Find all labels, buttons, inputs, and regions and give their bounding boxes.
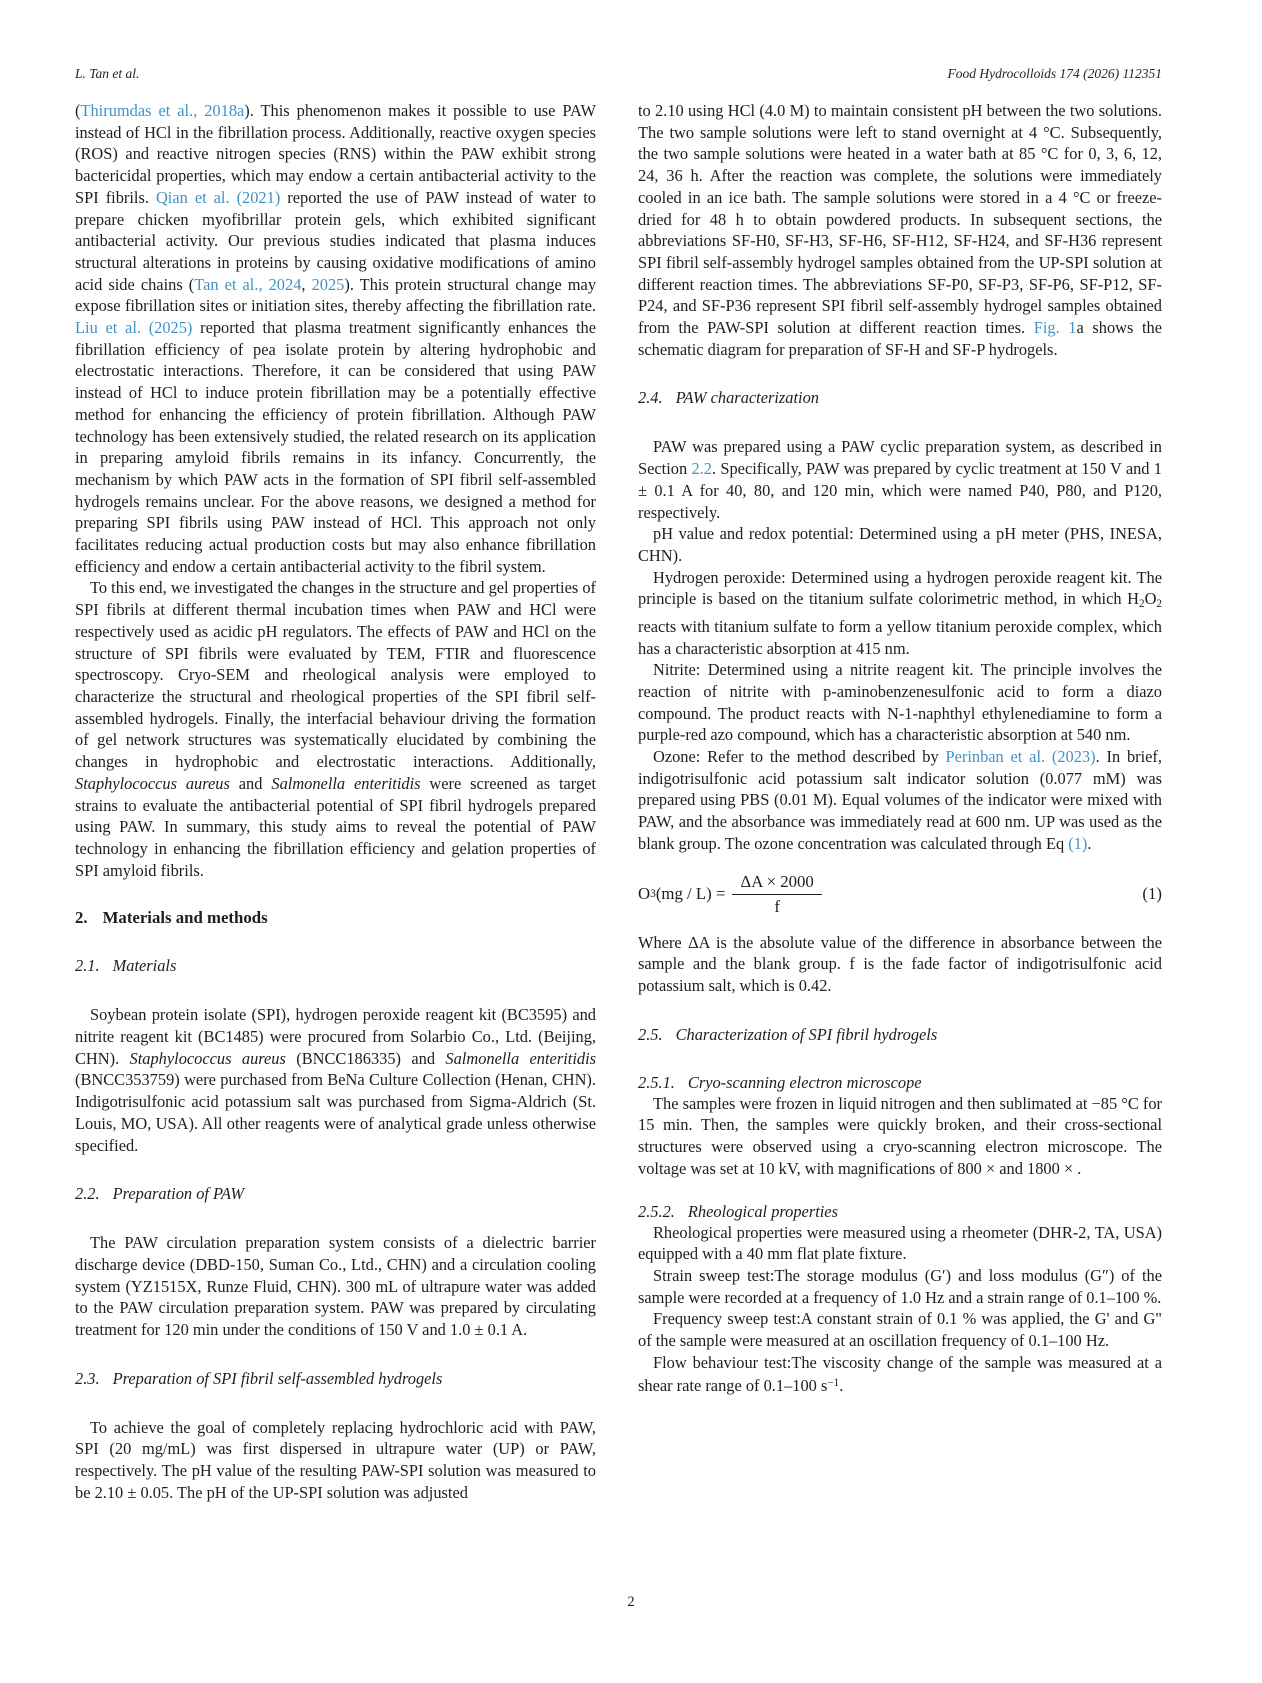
text-run: To achieve the goal of completely replacing hydrochloric acid with PAW, SPI (20 mg/mL) was first dispersed in ultrapure water (UP) or PAW, respectively. The pH value of the resulting PAW-SPI solution was measured to be 2.10 ± 0.05. The pH of the UP-SPI solution was adjusted (75, 1417, 596, 1502)
text-run: to 2.10 using HCl (4.0 M) to maintain consistent pH between the two solutions. The two sample solutions were left to stand overnight at 4 °C. Subsequently, the two sample solutions were heated in a water bath at 85 °C for 0, 3, 6, 12, 24, 36 h. After the reaction was complete, the solutions were immediately cooled in an ice bath. The sample solutions were stored in a 4 °C or freeze-dried for 48 h to obtain powdered products. In subsequent sections, the abbreviations SF-H0, SF-H3, SF-H6, SF-H12, SF-H24, and SF-H36 represent SPI fibril self-assembly hydrogel samples obtained from the UP-SPI solution at different reaction times. The abbreviations SF-P0, SF-P3, SF-P6, SF-P12, SF-P24, and SF-P36 represent SPI fibril self-assembly hydrogel samples obtained from the PAW-SPI solution at different reaction times. (638, 101, 1162, 338)
citation-link[interactable]: Perinban et al. (2023) (945, 747, 1096, 767)
heading-number: 2.3. (75, 1368, 100, 1388)
text-run: Where ΔA is the absolute value of the difference in absorbance between the sample and the blank group. f is the fade factor of indigotrisulfonic acid potassium salt, which is 0.42. (638, 932, 1162, 995)
section-heading (75, 1184, 596, 1204)
text-run: a shows the schematic diagram for preparation of SF-H and SF-P hydrogels. (638, 318, 1162, 359)
text-run: Hydrogen peroxide: Determined using a hydrogen peroxide reagent kit. The principle is based on the titanium sulfate colorimetric method, in which H (638, 567, 1162, 609)
text-run: Strain sweep test:The storage modulus (G′) and loss modulus (G″) of the sample were recorded at a frequency of 1.0 Hz and a strain range of 0.1–100 %. (638, 1265, 1162, 1307)
text-run: Soybean protein isolate (SPI), hydrogen peroxide reagent kit (BC3595) and nitrite reagent kit (BC1485) were procured from Solarbio Co., Ltd. (Beijing, CHN). (75, 1005, 596, 1068)
text-run: Flow behaviour test:The viscosity change of the sample was measured at a shear rate range of 0.1–100 s (638, 1352, 1162, 1396)
page-footer (0, 1594, 1262, 1611)
citation-link[interactable]: Tan et al., 2024 (194, 274, 302, 294)
text-run: Frequency sweep test:A constant strain of 0.1 % was applied, the G' and G" of the sample were measured at an oscillation frequency of 0.1–100 Hz. (638, 1309, 1162, 1351)
text-run: . (1087, 833, 1092, 853)
text-run: Ozone: Refer to the method described by (653, 747, 946, 767)
text-run: reacts with titanium sulfate to form a yellow titanium peroxide complex, which has a characteristic absorption at 415 nm. (638, 616, 1162, 658)
paragraph (638, 932, 1162, 997)
paragraph (638, 436, 1162, 523)
section-heading (638, 1202, 1162, 1222)
section-heading (638, 1025, 1162, 1045)
heading-number: 2.1. (75, 956, 100, 976)
section-heading (75, 956, 596, 976)
text-run: (BNCC186335) and (285, 1048, 446, 1068)
text-run: pH value and redox potential: Determined using a pH meter (PHS, INESA, CHN). (638, 524, 1162, 565)
heading-title: Rheological properties (687, 1201, 838, 1221)
heading-title: Cryo-scanning electron microscope (687, 1072, 922, 1092)
heading-number: 2. (75, 908, 88, 928)
paragraph (638, 746, 1162, 855)
text-run: . In brief, indigotrisulfonic acid potassium salt indicator solution (0.077 mM) was prepared using PBS (0.01 M). Equal volumes of the indicator were mixed with PAW, and the absorbance was immediately read at 600 nm. UP was used as the blank group. The ozone concentration was calculated through Eq (638, 747, 1162, 853)
heading-title: PAW characterization (675, 388, 819, 408)
equation (638, 872, 1162, 917)
text-run: . Specifically, PAW was prepared by cyclic treatment at 150 V and 1 ± 0.1 A for 40, 80, and 120 min, which were named P40, P80, and P120, respectively. (638, 459, 1162, 522)
citation-link[interactable]: Liu et al. (2025) (75, 318, 193, 338)
equation-lhs: (mg / L) = (655, 884, 726, 904)
text-run: Rheological properties were measured using a rheometer (DHR-2, TA, USA) equipped with a 40 mm flat plate fixture. (638, 1222, 1162, 1264)
right-column (638, 100, 1162, 1504)
heading-title: Materials and methods (102, 908, 268, 928)
text-run: Staphylococcus aureus (75, 773, 230, 793)
equation-lhs: O (638, 884, 651, 904)
text-run: O (1144, 589, 1157, 609)
text-run: were screened as target strains to evaluate the antibacterial potential of SPI fibril hydrogels prepared using PAW. In summary, this study aims to reveal the potential of PAW technology in enhancing the fibrillation efficiency and gelation properties of SPI amyloid fibrils. (75, 773, 596, 880)
paragraph (638, 1308, 1162, 1351)
text-run: , (301, 274, 312, 294)
citation-link[interactable]: 2025 (311, 274, 345, 294)
running-head-journal: Food Hydrocolloids 174 (2026) 112351 (947, 66, 1162, 81)
equation-numerator: ΔA × 2000 (732, 872, 821, 895)
paragraph (75, 1417, 596, 1504)
heading-number: 2.5. (638, 1024, 663, 1044)
paragraph (638, 100, 1162, 360)
section-heading (75, 908, 596, 928)
text-run: PAW was prepared using a PAW cyclic preparation system, as described in Section (638, 437, 1162, 479)
heading-title: Preparation of PAW (112, 1184, 245, 1204)
equation-body (638, 872, 1142, 917)
citation-link[interactable]: Thirumdas et al., 2018a (80, 101, 245, 120)
heading-title: Characterization of SPI fibril hydrogels (675, 1024, 938, 1044)
text-run: Salmonella enteritidis (445, 1048, 596, 1068)
text-run: (BNCC353759) were purchased from BeNa Culture Collection (Henan, CHN). Indigotrisulfonic acid potassium salt was purchased from Sigma-Aldrich (St. Louis, MO, USA). All other reagents were of analytical grade unless otherwise specified. (75, 1070, 596, 1155)
equation-number: (1) (1142, 884, 1162, 904)
equation-denominator: f (774, 896, 780, 916)
heading-number: 2.5.2. (638, 1201, 675, 1221)
section-heading (638, 388, 1162, 408)
equation-lhs-subscript: 3 (650, 888, 656, 901)
paragraph (75, 1232, 596, 1341)
heading-title: Materials (112, 956, 177, 976)
text-run: . (839, 1376, 844, 1396)
section-heading (75, 1369, 596, 1389)
heading-number: 2.4. (638, 388, 663, 408)
text-run: and (229, 773, 272, 793)
text-run: 2 (1139, 598, 1145, 611)
text-run: Staphylococcus aureus (129, 1048, 286, 1068)
paragraph (75, 577, 596, 881)
text-run: ). This protein structural change may expose fibrillation sites or initiation sites, thereby affecting the fibrillation rate. (75, 274, 597, 316)
text-columns (75, 100, 1162, 1504)
text-run: ( (75, 101, 81, 120)
text-run: The PAW circulation preparation system consists of a dielectric barrier discharge device (DBD-150, Suman Co., Ltd., CHN) and a circulation cooling system (YZ1515X, Runze Fluid, CHN). 300 mL of ultrapure water was added to the PAW circulation preparation system. PAW was prepared by circulating treatment for 120 min under the conditions of 150 V and 1.0 ± 0.1 A. (75, 1233, 596, 1340)
text-run: reported the use of PAW instead of water to prepare chicken myofibrillar protein gels, which exhibited significant antibacterial activity. Our previous studies indicated that plasma induces structural alterations in proteins by causing oxidative modifications of amino acid side chains ( (75, 187, 596, 294)
paragraph (638, 1352, 1162, 1397)
page-number: 2 (627, 1594, 635, 1610)
paragraph (638, 1265, 1162, 1308)
paragraph (638, 659, 1162, 746)
text-run: reported that plasma treatment significantly enhances the fibrillation efficiency of pea isolate protein by altering hydrophobic and electrostatic interactions. Therefore, it can be considered that using PAW instead of HCl to induce protein fibrillation may be a potentially effective method for enhancing the efficiency of protein fibrillation. Although PAW technology has been extensively studied, the related research on its application in preparing amyloid fibrils remains in its infancy. Concurrently, the mechanism by which PAW acts in the formation of SPI fibril self-assembled hydrogels remains unclear. For the above reasons, we designed a method for preparing SPI fibrils using PAW instead of HCl. This approach not only facilitates reducing actual production costs but may also enhance fibrillation efficiency and endow a certain antibacterial activity to the fibril system. (75, 318, 596, 576)
equation-fraction (732, 872, 821, 917)
paragraph (75, 1004, 596, 1156)
citation-link[interactable]: Qian et al. (2021) (155, 187, 281, 207)
citation-link[interactable]: Fig. 1 (1033, 318, 1077, 338)
text-run: The samples were frozen in liquid nitrogen and then sublimated at −85 °C for 15 min. Then, the samples were quickly broken, and their cross-sectional structures were observed using a cryo-scanning electron microscope. The voltage was set at 10 kV, with magnifications of 800 × and 1800 × . (638, 1093, 1162, 1178)
citation-link[interactable]: 2.2 (691, 459, 712, 479)
running-head-author: L. Tan et al. (75, 66, 140, 81)
heading-title: Preparation of SPI fibril self-assembled hydrogels (112, 1368, 443, 1388)
running-head (75, 66, 1162, 82)
paragraph (638, 1222, 1162, 1265)
text-run: −1 (827, 1377, 840, 1390)
heading-number: 2.5.1. (638, 1072, 675, 1092)
paragraph (638, 567, 1162, 660)
section-heading (638, 1073, 1162, 1093)
text-run: Salmonella enteritidis (271, 773, 421, 793)
paragraph (638, 1093, 1162, 1180)
left-column (75, 100, 596, 1504)
heading-number: 2.2. (75, 1184, 100, 1204)
paragraph (75, 100, 596, 577)
paragraph (638, 523, 1162, 566)
text-run: To this end, we investigated the changes in the structure and gel properties of SPI fibrils at different thermal incubation times when PAW and HCl were respectively used as acidic pH regulators. The effects of PAW and HCl on the structure of SPI fibrils were evaluated by TEM, FTIR and fluorescence spectroscopy. Cryo-SEM and rheological analysis were employed to characterize the structural and rheological properties of the SPI fibril self-assembled hydrogels. Finally, the interfacial behaviour driving the formation of gel network structures was systematically elucidated by combining the changes in hydrophobic and electrostatic interactions. Additionally, (75, 578, 596, 772)
text-run: 2 (1156, 598, 1162, 611)
text-run: Nitrite: Determined using a nitrite reagent kit. The principle involves the reaction of nitrite with p-aminobenzenesulfonic acid to form a diazo compound. The product reacts with N-1-naphthyl ethylenediamine to form a purple-red azo compound, which has a characteristic absorption at 540 nm. (638, 660, 1162, 745)
citation-link[interactable]: (1) (1068, 833, 1088, 853)
text-run: ). This phenomenon makes it possible to use PAW instead of HCl in the fibrillation process. Additionally, reactive oxygen species (ROS) and reactive nitrogen species (RNS) within the PAW exhibit strong bactericidal properties, which may endow a certain antibacterial activity to the SPI fibrils. (75, 101, 596, 207)
